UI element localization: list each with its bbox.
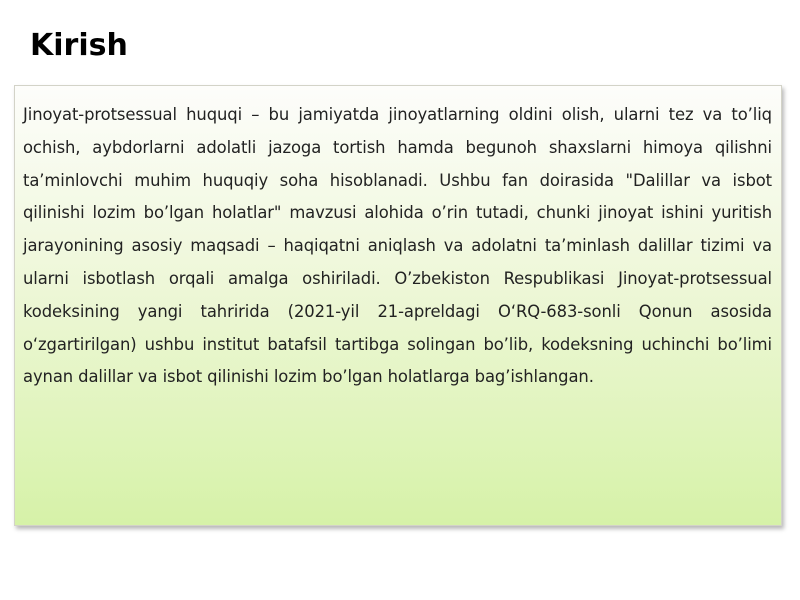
intro-paragraph: Jinoyat-protsessual huquqi – bu jamiyatda jinoyatlarning oldini olish, ularni tez va to’liq ochish, aybdorlarni adolatli jazoga tortish hamda begunoh shaxslarni himoya qilishni ta’minlovchi muhim huquqiy soha hisoblanadi. Ushbu fan doirasida "Dalillar va isbot qilinishi lozim bo’lgan holatlar" mavzusi alohida o’rin tutadi, chunki jinoyat ishini yuritish jarayonining asosiy maqsadi – haqiqatni aniqlash va adolatni ta’minlash dalillar tizimi va ularni isbotlash orqali amalga oshiriladi. O’zbekiston Respublikasi Jinoyat-protsessual kodeksining yangi tahririda (2021-yil 21-apreldagi O‘RQ-683-sonli Qonun asosida o‘zgartirilgan) ushbu institut batafsil tartibga solingan bo’lib, kodeksning uchinchi bo’limi aynan dalillar va isbot qilinishi lozim bo’lgan holatlarga bag’ishlangan. bbox=[23, 105, 772, 387]
content-box bbox=[14, 85, 782, 526]
slide-title: Kirish bbox=[30, 28, 128, 63]
